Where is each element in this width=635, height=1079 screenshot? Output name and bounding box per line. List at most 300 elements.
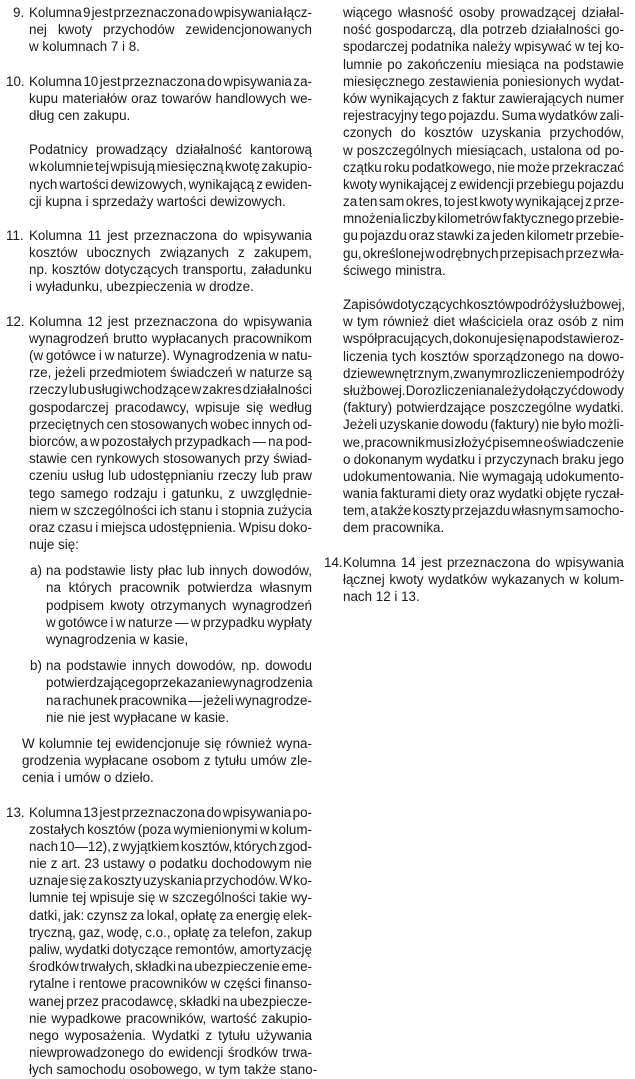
word: energię — [235, 907, 281, 923]
word: i — [478, 451, 482, 467]
word: wymienionymi — [173, 821, 258, 837]
word: czynsz — [86, 907, 128, 923]
word: których — [68, 580, 112, 596]
word: nie — [29, 1010, 47, 1026]
text-line — [343, 554, 624, 571]
word: wpisuje — [195, 399, 240, 415]
word: się — [507, 331, 525, 347]
word: świad- — [273, 451, 312, 467]
word: gospodarczą, — [375, 22, 456, 38]
text-line: i wyładunku, ubezpieczenia w drodze. — [29, 279, 254, 295]
word: wydatków — [538, 108, 598, 124]
word: wypłaty — [267, 614, 312, 630]
word: kosztów — [87, 821, 136, 837]
word: i — [98, 348, 102, 363]
word: rzeczy — [217, 468, 257, 484]
text-line — [29, 975, 312, 992]
word: kwoty — [389, 571, 424, 587]
word: amortyzację — [239, 942, 312, 957]
word: miesiąca — [486, 56, 540, 72]
word: potrzeb — [482, 22, 527, 38]
word: i — [215, 502, 219, 518]
word: w — [268, 348, 279, 363]
word: np. — [29, 262, 48, 278]
word: przeznaczona — [446, 554, 531, 570]
word: zużycia — [267, 502, 312, 518]
word: podstawie — [65, 563, 126, 579]
text-line — [343, 73, 624, 90]
word: szczególności — [172, 890, 256, 906]
word: od — [585, 142, 601, 158]
word: z — [203, 753, 211, 769]
text-line — [343, 245, 624, 262]
word: miesiącach, — [456, 142, 527, 158]
word: osób — [557, 314, 587, 330]
word: pracownik — [119, 580, 180, 596]
word: ustalona — [530, 142, 582, 158]
word: kwotę — [224, 159, 260, 175]
item-number: a) — [30, 563, 42, 579]
word: ten — [358, 194, 378, 210]
word: roku — [383, 159, 410, 175]
word: lub — [108, 468, 127, 484]
word: towarów — [161, 90, 212, 106]
word: dochodowym — [211, 856, 291, 872]
word: służbowej, — [562, 297, 626, 312]
text-line — [343, 227, 624, 244]
word: tego — [29, 485, 56, 501]
word: za — [219, 907, 234, 923]
word: tej — [96, 735, 111, 751]
list-item — [6, 227, 312, 296]
word: okres, — [405, 194, 443, 210]
text-line — [343, 330, 624, 347]
text-line — [343, 382, 624, 399]
word: niem — [29, 502, 59, 518]
word: stopnia — [221, 502, 265, 518]
word: trwa- — [282, 1045, 312, 1061]
word: środków — [29, 959, 79, 975]
word: było — [561, 417, 587, 433]
word: go- — [604, 22, 624, 38]
word: miesięczną — [156, 159, 224, 175]
word: przypadkach — [174, 433, 251, 449]
word: tej — [72, 890, 87, 906]
word: ewidencji — [458, 176, 514, 192]
word: wpisywania — [555, 554, 624, 570]
word: potwierdzające — [396, 400, 486, 416]
word: gu, — [343, 245, 362, 261]
word: gotówce — [58, 614, 108, 630]
word: ko- — [293, 873, 312, 889]
word: poniesionych — [502, 73, 581, 89]
word: wewnętrznym, — [367, 365, 454, 381]
word: się — [204, 735, 222, 751]
text-line — [29, 838, 312, 855]
word: innych — [209, 563, 248, 579]
word: na — [46, 563, 61, 579]
spacer — [324, 279, 624, 296]
word: kosztów, — [180, 838, 233, 854]
word: czonych — [343, 125, 393, 141]
text-line — [29, 502, 312, 519]
word: udostępnianiu — [130, 468, 214, 484]
word: czeniu — [29, 468, 68, 484]
word: W — [22, 735, 35, 751]
word: podpisem — [46, 597, 105, 613]
word: przebiegu — [516, 176, 575, 192]
text-line — [29, 889, 312, 906]
word: oraz — [408, 228, 435, 244]
word: po — [387, 56, 403, 72]
word: tytułu — [218, 1027, 251, 1043]
word: kwoty — [343, 176, 378, 192]
word: koszty — [412, 503, 451, 519]
word: nie — [29, 856, 47, 872]
text-line — [29, 485, 312, 502]
word: współpracujących, — [343, 331, 453, 347]
word: faktycznego — [502, 211, 575, 227]
word: ubocznych — [86, 245, 151, 261]
word: rentowe — [78, 976, 127, 992]
left-column — [6, 4, 318, 1079]
word: zle- — [290, 753, 312, 769]
word: wypłacanych — [151, 330, 229, 346]
word: płac — [157, 563, 183, 579]
word: dołączyć — [525, 382, 578, 398]
paragraph — [324, 296, 624, 537]
text-line — [29, 244, 312, 261]
word: przekazanie — [150, 675, 223, 691]
word: Kolumna — [29, 73, 82, 89]
spacer — [6, 787, 312, 804]
word: według — [269, 399, 312, 415]
word: złożyć — [454, 434, 492, 450]
word: stawie — [29, 451, 67, 467]
word: gu — [343, 228, 358, 244]
word: na — [543, 56, 559, 72]
word: ubezpieczenie — [194, 959, 280, 975]
word: za — [212, 924, 227, 940]
text-line — [343, 365, 624, 382]
word: z — [450, 176, 457, 192]
word: w — [574, 39, 585, 55]
word: ewidencjonuje — [115, 735, 201, 751]
word: przeznaczona — [113, 5, 197, 20]
word: pracownikom — [233, 330, 312, 346]
word: Kolumna — [29, 804, 82, 820]
word: prowadzącej — [500, 5, 576, 20]
word: zawierających — [498, 90, 583, 106]
word: jest — [99, 73, 121, 89]
text-line — [343, 107, 624, 124]
word: z — [256, 176, 263, 192]
word: lub — [186, 563, 205, 579]
word: do — [223, 313, 238, 329]
text-line — [343, 193, 624, 210]
word: 11 — [87, 227, 102, 243]
word: wynikającą — [188, 176, 255, 192]
word: gaz, — [78, 924, 104, 940]
word: w — [60, 502, 71, 518]
word: rynkowych — [96, 451, 160, 467]
word: przekraczać — [551, 159, 624, 175]
word: lub — [68, 382, 87, 398]
word: przeznaczona — [134, 313, 218, 329]
word: wartość — [210, 1010, 257, 1026]
word: Kolumna — [29, 5, 82, 20]
word: czątku — [343, 159, 382, 175]
word: samego — [60, 485, 109, 501]
word: za- — [293, 73, 312, 89]
word: szczególności — [73, 502, 157, 518]
word: kosztów — [420, 348, 469, 364]
list-item — [6, 73, 312, 210]
word: o — [343, 451, 351, 467]
word: tym — [356, 314, 379, 330]
word: się — [69, 873, 87, 889]
word: (poza — [137, 821, 172, 837]
word: Wynagrodzenia — [173, 348, 266, 363]
word: faktur — [461, 90, 496, 106]
word: do — [535, 554, 551, 570]
word: sporządzonego — [472, 348, 565, 364]
text-line — [29, 227, 312, 244]
word: przepisach — [499, 245, 565, 261]
word: po- — [292, 804, 312, 820]
word: usług — [71, 468, 104, 484]
word: przyczynach — [484, 451, 559, 467]
word: lumnie — [343, 56, 383, 72]
word: na — [222, 993, 238, 1009]
word: dowodu — [265, 658, 312, 674]
word: się — [138, 890, 156, 906]
text-line — [22, 735, 312, 752]
word: pracowników, — [125, 1010, 207, 1026]
word: przychodów, — [549, 125, 624, 141]
word: potwierdzającego — [46, 675, 151, 691]
word: jest — [107, 313, 129, 329]
text-line — [29, 467, 312, 484]
text-line — [343, 142, 624, 159]
word: jeżeli — [54, 365, 86, 381]
text-line: dług cen zakupu. — [29, 107, 131, 123]
word: 10 — [83, 73, 99, 89]
word: używania — [256, 1027, 312, 1043]
word: nach — [29, 838, 59, 854]
word: służbowej. — [343, 382, 406, 398]
word: przejazdu — [452, 503, 511, 519]
word: telefon, — [229, 924, 274, 940]
word: rozliczeniem — [502, 365, 577, 381]
text-line — [46, 614, 312, 631]
word: w — [29, 159, 39, 175]
word: uzyskania — [142, 873, 203, 889]
word: art. — [61, 856, 81, 872]
word: własność — [398, 5, 454, 20]
word: przychodów — [103, 22, 175, 38]
word: zali- — [599, 108, 624, 124]
spacer — [29, 124, 312, 141]
text-line — [343, 124, 624, 141]
word: diet — [433, 314, 455, 330]
word: wpisywania — [214, 5, 283, 20]
word: liczby — [402, 211, 436, 227]
text-line: dem pracownika. — [343, 520, 445, 536]
word: a — [80, 433, 88, 449]
word: do — [400, 125, 416, 141]
word: na — [46, 658, 61, 674]
item-body — [6, 73, 312, 210]
spacer — [6, 210, 312, 227]
word: cen — [70, 451, 93, 467]
text-line — [29, 924, 312, 941]
word: osobom — [152, 753, 200, 769]
word: w — [343, 314, 353, 330]
word: przypadku — [203, 614, 265, 630]
text-line — [343, 159, 624, 176]
word: w — [425, 245, 435, 261]
text-line — [29, 416, 312, 433]
word: prze- — [593, 194, 624, 210]
word: podatku — [159, 856, 208, 872]
word: poszczególnych — [356, 142, 453, 158]
word: stanu — [179, 502, 213, 518]
word: koszty — [103, 873, 142, 889]
word: wydatku — [426, 451, 476, 467]
word: praw — [282, 468, 312, 484]
word: dowo- — [587, 348, 624, 364]
text-line — [343, 210, 624, 227]
word: dowodów, — [176, 658, 236, 674]
word: których — [233, 838, 277, 854]
word: w — [210, 976, 221, 992]
text-line — [29, 261, 312, 278]
text-line — [343, 56, 624, 73]
word: w — [569, 571, 580, 587]
word: kupu — [29, 90, 59, 106]
word: umów — [250, 753, 287, 769]
word: udostępnienia. — [148, 519, 236, 535]
text-line — [343, 176, 624, 193]
word: nie — [497, 159, 516, 175]
word: na — [46, 580, 61, 596]
item-body — [6, 4, 312, 56]
word: działalność — [175, 142, 242, 158]
text-line — [46, 657, 312, 674]
word: rachunek — [62, 692, 118, 708]
word: do — [206, 73, 222, 89]
word: 12 — [87, 313, 103, 329]
word: i — [163, 485, 167, 501]
spacer — [6, 56, 312, 73]
text-line — [343, 313, 624, 330]
spacer — [324, 537, 624, 554]
word: datki, — [29, 907, 62, 923]
word: stosowanych — [163, 451, 241, 467]
text-line — [29, 1027, 312, 1044]
word: kosztów — [424, 125, 473, 141]
word: wiącego — [343, 5, 393, 20]
word: kolum- — [271, 821, 312, 837]
word: łącz- — [283, 5, 312, 20]
word: czasu — [57, 519, 93, 535]
text-line — [29, 450, 312, 467]
word: innych — [132, 658, 171, 674]
word: rzeczy — [29, 382, 68, 398]
word: uzyskanie — [379, 417, 439, 433]
text-line — [29, 941, 312, 958]
word: w — [158, 890, 169, 906]
word: wynagrodze- — [235, 692, 312, 708]
word: wypadkowe — [51, 1010, 122, 1026]
word: kilometr — [526, 228, 574, 244]
word: tej — [95, 159, 110, 175]
word: wchodzące — [123, 382, 191, 398]
word: podróży — [514, 297, 563, 312]
word: Do — [405, 382, 423, 398]
word: we, — [343, 434, 364, 450]
word: 14 — [400, 554, 416, 570]
word: 9 — [82, 5, 91, 20]
word: również — [382, 314, 430, 330]
spacer — [29, 553, 312, 562]
word: podstawie — [66, 658, 127, 674]
text-line — [29, 1010, 312, 1027]
word: dokonanym — [353, 451, 423, 467]
word: a — [370, 503, 378, 519]
word: to — [444, 194, 456, 210]
word: przychodów. — [203, 873, 279, 889]
word: natu- — [281, 348, 312, 363]
word: we- — [290, 90, 312, 106]
word: finanso- — [264, 976, 312, 992]
word: za — [475, 228, 491, 244]
item-number: 10. — [6, 73, 25, 89]
word: i — [72, 976, 76, 992]
word: wynikającej — [379, 176, 448, 192]
word: tem, — [343, 503, 370, 519]
text-line — [343, 571, 624, 588]
word: wydatki. — [575, 400, 624, 416]
item-number: 9. — [13, 5, 25, 20]
word: wymagają — [482, 468, 543, 484]
text-line — [29, 176, 312, 193]
word: ustawy — [103, 856, 145, 872]
item-number: 11. — [6, 227, 24, 243]
word: uznaje — [29, 873, 69, 889]
word: Kolumna — [343, 554, 396, 570]
word: należy — [486, 382, 526, 398]
word: naturze — [127, 614, 173, 630]
word: do — [222, 227, 238, 243]
word: objęte — [545, 486, 582, 502]
word: ryczał- — [584, 486, 624, 502]
item-number: 12. — [6, 313, 25, 329]
text-line — [29, 90, 312, 107]
word: do — [206, 804, 222, 820]
paragraph — [22, 735, 312, 787]
word: tych — [391, 348, 417, 364]
word: dotyczące — [112, 942, 173, 957]
word: miejsca — [100, 519, 147, 535]
word: zakupio- — [261, 1010, 312, 1026]
word: paliw, — [29, 942, 63, 957]
word: liczenia — [343, 348, 388, 364]
word: pod- — [285, 433, 312, 449]
word: za — [130, 907, 145, 923]
text-line — [343, 38, 624, 55]
